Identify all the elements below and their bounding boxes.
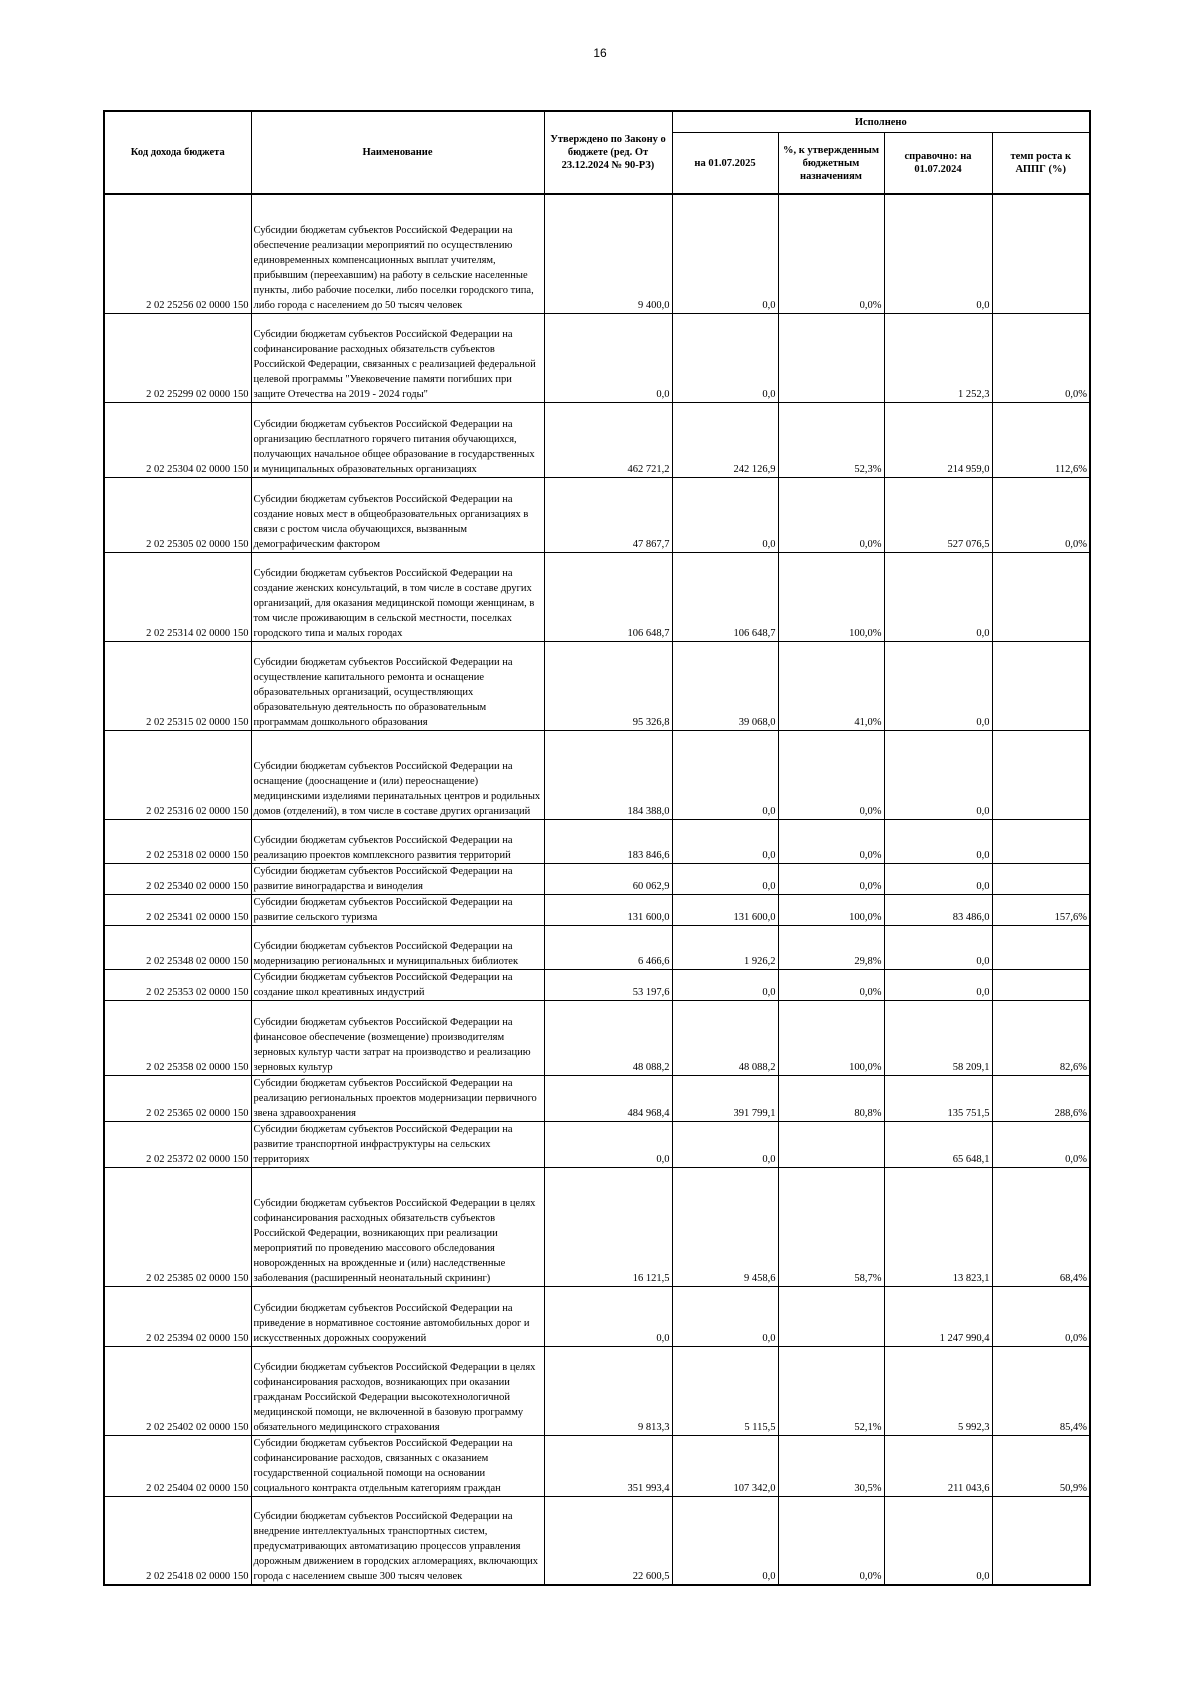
row-percent: 29,8%	[778, 925, 884, 969]
row-executed: 0,0	[672, 730, 778, 819]
row-approved: 0,0	[544, 1121, 672, 1167]
table-row	[104, 1496, 1090, 1585]
row-name: Субсидии бюджетам субъектов Российской Федерации на развитие виноградарства и виноделия	[251, 863, 544, 894]
row-reference: 0,0	[884, 819, 992, 863]
row-code: 2 02 25340 02 0000 150	[104, 863, 251, 894]
row-growth: 112,6%	[992, 402, 1090, 477]
row-approved: 484 968,4	[544, 1075, 672, 1121]
row-executed: 0,0	[672, 1286, 778, 1346]
row-growth	[992, 819, 1090, 863]
row-reference: 0,0	[884, 641, 992, 730]
table-row	[104, 477, 1090, 552]
header-percent: %, к утвержденным бюджетным назначениям	[778, 133, 884, 195]
table-row	[104, 1286, 1090, 1346]
row-percent: 100,0%	[778, 894, 884, 925]
header-code: Код дохода бюджета	[104, 111, 251, 194]
row-reference: 0,0	[884, 1496, 992, 1585]
row-code: 2 02 25256 02 0000 150	[104, 194, 251, 313]
table-row	[104, 1000, 1090, 1075]
row-executed: 0,0	[672, 477, 778, 552]
header-approved: Утверждено по Закону о бюджете (ред. От 23.12.2024 № 90-РЗ)	[544, 111, 672, 194]
row-name: Субсидии бюджетам субъектов Российской Федерации на софинансирование расходов, связанных с оказанием государственной социальной помощи на основании социального контракта отдельным категориям граждан	[251, 1435, 544, 1496]
row-growth	[992, 194, 1090, 313]
table-row	[104, 1121, 1090, 1167]
row-code: 2 02 25318 02 0000 150	[104, 819, 251, 863]
table-row	[104, 402, 1090, 477]
row-name: Субсидии бюджетам субъектов Российской Федерации на внедрение интеллектуальных транспортных систем, предусматривающих автоматизацию процессов управления дорожным движением в городских агломерациях, включающих города с населением свыше 300 тысяч человек	[251, 1496, 544, 1585]
header-growth: темп роста к АППГ (%)	[992, 133, 1090, 195]
row-executed: 242 126,9	[672, 402, 778, 477]
row-percent: 52,3%	[778, 402, 884, 477]
row-code: 2 02 25305 02 0000 150	[104, 477, 251, 552]
row-approved: 16 121,5	[544, 1167, 672, 1286]
row-code: 2 02 25304 02 0000 150	[104, 402, 251, 477]
row-name: Субсидии бюджетам субъектов Российской Федерации на организацию бесплатного горячего питания обучающихся, получающих начальное общее образование в государственных и муниципальных образовательных организациях	[251, 402, 544, 477]
row-growth: 288,6%	[992, 1075, 1090, 1121]
row-code: 2 02 25385 02 0000 150	[104, 1167, 251, 1286]
row-percent: 0,0%	[778, 194, 884, 313]
row-growth: 68,4%	[992, 1167, 1090, 1286]
row-reference: 0,0	[884, 552, 992, 641]
row-code: 2 02 25348 02 0000 150	[104, 925, 251, 969]
row-reference: 0,0	[884, 969, 992, 1000]
row-executed: 391 799,1	[672, 1075, 778, 1121]
row-code: 2 02 25299 02 0000 150	[104, 313, 251, 402]
row-name: Субсидии бюджетам субъектов Российской Федерации на реализацию проектов комплексного развития территорий	[251, 819, 544, 863]
row-growth: 0,0%	[992, 1286, 1090, 1346]
row-growth: 82,6%	[992, 1000, 1090, 1075]
row-name: Субсидии бюджетам субъектов Российской Федерации на создание школ креативных индустрий	[251, 969, 544, 1000]
row-name: Субсидии бюджетам субъектов Российской Федерации в целях софинансирования расходов, возникающих при оказании гражданам Российской Федерации высокотехнологичной медицинской помощи, не включенной в базовую программу обязательного медицинского страхования	[251, 1346, 544, 1435]
row-approved: 60 062,9	[544, 863, 672, 894]
row-name: Субсидии бюджетам субъектов Российской Федерации на обеспечение реализации мероприятий по осуществлению единовременных компенсационных выплат учителям, прибывшим (переехавшим) на работу в сельские населенные пункты, либо рабочие поселки, либо поселки городского типа, либо города с населением до 50 тысяч человек	[251, 194, 544, 313]
row-growth: 157,6%	[992, 894, 1090, 925]
row-executed: 131 600,0	[672, 894, 778, 925]
row-growth	[992, 1496, 1090, 1585]
row-executed: 0,0	[672, 194, 778, 313]
row-growth	[992, 925, 1090, 969]
row-name: Субсидии бюджетам субъектов Российской Федерации в целях софинансирования расходных обязательств субъектов Российской Федерации, возникающих при реализации мероприятий по проведению массового обследования новорожденных на врожденные и (или) наследственные заболевания (расширенный неонатальный скрининг)	[251, 1167, 544, 1286]
row-reference: 13 823,1	[884, 1167, 992, 1286]
row-name: Субсидии бюджетам субъектов Российской Федерации на софинансирование расходных обязательств субъектов Российской Федерации, связанных с реализацией федеральной целевой программы "Увековечение памяти погибших при защите Отечества на 2019 - 2024 годы"	[251, 313, 544, 402]
row-percent: 0,0%	[778, 969, 884, 1000]
row-reference: 83 486,0	[884, 894, 992, 925]
table-row	[104, 1075, 1090, 1121]
row-percent: 0,0%	[778, 863, 884, 894]
row-growth	[992, 730, 1090, 819]
row-executed: 1 926,2	[672, 925, 778, 969]
row-percent: 41,0%	[778, 641, 884, 730]
table-header	[104, 111, 1090, 194]
row-percent	[778, 313, 884, 402]
row-reference: 0,0	[884, 194, 992, 313]
row-reference: 0,0	[884, 925, 992, 969]
row-executed: 48 088,2	[672, 1000, 778, 1075]
row-code: 2 02 25402 02 0000 150	[104, 1346, 251, 1435]
table-row	[104, 641, 1090, 730]
table-row	[104, 925, 1090, 969]
row-name: Субсидии бюджетам субъектов Российской Федерации на модернизацию региональных и муниципальных библиотек	[251, 925, 544, 969]
row-name: Субсидии бюджетам субъектов Российской Федерации на оснащение (дооснащение и (или) переоснащение) медицинскими изделиями перинатальных центров и родильных домов (отделений), в том числе в составе других организаций	[251, 730, 544, 819]
row-growth	[992, 641, 1090, 730]
header-name: Наименование	[251, 111, 544, 194]
table-body	[104, 194, 1090, 1585]
row-growth	[992, 863, 1090, 894]
header-on-date: на 01.07.2025	[672, 133, 778, 195]
row-percent: 100,0%	[778, 552, 884, 641]
row-reference: 65 648,1	[884, 1121, 992, 1167]
header-executed: Исполнено	[672, 111, 1090, 133]
row-percent: 100,0%	[778, 1000, 884, 1075]
row-name: Субсидии бюджетам субъектов Российской Федерации на финансовое обеспечение (возмещение) производителям зерновых культур части затрат на производство и реализацию зерновых культур	[251, 1000, 544, 1075]
table-row	[104, 552, 1090, 641]
row-code: 2 02 25314 02 0000 150	[104, 552, 251, 641]
table-row	[104, 194, 1090, 313]
table-row	[104, 863, 1090, 894]
table-row	[104, 730, 1090, 819]
row-executed: 0,0	[672, 863, 778, 894]
row-reference: 58 209,1	[884, 1000, 992, 1075]
row-code: 2 02 25316 02 0000 150	[104, 730, 251, 819]
row-approved: 183 846,6	[544, 819, 672, 863]
row-executed: 0,0	[672, 1121, 778, 1167]
row-name: Субсидии бюджетам субъектов Российской Федерации на создание женских консультаций, в том числе в составе других организаций, для оказания медицинской помощи женщинам, в том числе проживающим в сельской местности, поселках городского типа и малых городах	[251, 552, 544, 641]
row-growth: 0,0%	[992, 313, 1090, 402]
row-reference: 135 751,5	[884, 1075, 992, 1121]
row-name: Субсидии бюджетам субъектов Российской Федерации на приведение в нормативное состояние автомобильных дорог и искусственных дорожных сооружений	[251, 1286, 544, 1346]
row-code: 2 02 25418 02 0000 150	[104, 1496, 251, 1585]
row-approved: 6 466,6	[544, 925, 672, 969]
row-percent	[778, 1121, 884, 1167]
row-code: 2 02 25358 02 0000 150	[104, 1000, 251, 1075]
header-reference: справочно: на 01.07.2024	[884, 133, 992, 195]
row-code: 2 02 25404 02 0000 150	[104, 1435, 251, 1496]
row-executed: 0,0	[672, 969, 778, 1000]
row-growth: 0,0%	[992, 477, 1090, 552]
row-executed: 9 458,6	[672, 1167, 778, 1286]
row-percent: 52,1%	[778, 1346, 884, 1435]
row-code: 2 02 25365 02 0000 150	[104, 1075, 251, 1121]
row-approved: 462 721,2	[544, 402, 672, 477]
row-name: Субсидии бюджетам субъектов Российской Федерации на создание новых мест в общеобразовательных организациях в связи с ростом числа обучающихся, вызванным демографическим фактором	[251, 477, 544, 552]
row-percent: 80,8%	[778, 1075, 884, 1121]
row-code: 2 02 25353 02 0000 150	[104, 969, 251, 1000]
row-approved: 53 197,6	[544, 969, 672, 1000]
row-approved: 184 388,0	[544, 730, 672, 819]
row-executed: 0,0	[672, 313, 778, 402]
row-growth: 0,0%	[992, 1121, 1090, 1167]
row-approved: 351 993,4	[544, 1435, 672, 1496]
row-percent	[778, 1286, 884, 1346]
row-name: Субсидии бюджетам субъектов Российской Федерации на развитие сельского туризма	[251, 894, 544, 925]
row-approved: 0,0	[544, 1286, 672, 1346]
row-name: Субсидии бюджетам субъектов Российской Федерации на осуществление капитального ремонта и оснащение образовательных организаций, осуществляющих образовательную деятельность по образовательным программам дошкольного образования	[251, 641, 544, 730]
row-approved: 22 600,5	[544, 1496, 672, 1585]
row-percent: 30,5%	[778, 1435, 884, 1496]
row-growth	[992, 552, 1090, 641]
row-percent: 0,0%	[778, 1496, 884, 1585]
table-row	[104, 819, 1090, 863]
row-growth: 85,4%	[992, 1346, 1090, 1435]
row-executed: 106 648,7	[672, 552, 778, 641]
row-reference: 527 076,5	[884, 477, 992, 552]
row-percent: 58,7%	[778, 1167, 884, 1286]
row-approved: 106 648,7	[544, 552, 672, 641]
row-name: Субсидии бюджетам субъектов Российской Федерации на реализацию региональных проектов модернизации первичного звена здравоохранения	[251, 1075, 544, 1121]
row-reference: 1 247 990,4	[884, 1286, 992, 1346]
row-executed: 0,0	[672, 1496, 778, 1585]
budget-table	[103, 110, 1091, 1586]
row-approved: 9 813,3	[544, 1346, 672, 1435]
row-name: Субсидии бюджетам субъектов Российской Федерации на развитие транспортной инфраструктуры на сельских территориях	[251, 1121, 544, 1167]
row-code: 2 02 25315 02 0000 150	[104, 641, 251, 730]
table-row	[104, 1167, 1090, 1286]
row-executed: 107 342,0	[672, 1435, 778, 1496]
row-reference: 0,0	[884, 730, 992, 819]
row-approved: 131 600,0	[544, 894, 672, 925]
table-row	[104, 894, 1090, 925]
row-executed: 5 115,5	[672, 1346, 778, 1435]
page-number: 16	[593, 46, 607, 60]
row-reference: 5 992,3	[884, 1346, 992, 1435]
row-reference: 0,0	[884, 863, 992, 894]
table-row	[104, 1346, 1090, 1435]
row-code: 2 02 25394 02 0000 150	[104, 1286, 251, 1346]
row-approved: 48 088,2	[544, 1000, 672, 1075]
row-percent: 0,0%	[778, 477, 884, 552]
table-row	[104, 1435, 1090, 1496]
row-percent: 0,0%	[778, 819, 884, 863]
row-reference: 1 252,3	[884, 313, 992, 402]
row-reference: 214 959,0	[884, 402, 992, 477]
row-reference: 211 043,6	[884, 1435, 992, 1496]
row-growth: 50,9%	[992, 1435, 1090, 1496]
row-executed: 0,0	[672, 819, 778, 863]
row-approved: 95 326,8	[544, 641, 672, 730]
row-percent: 0,0%	[778, 730, 884, 819]
row-approved: 0,0	[544, 313, 672, 402]
row-executed: 39 068,0	[672, 641, 778, 730]
row-growth	[992, 969, 1090, 1000]
row-code: 2 02 25372 02 0000 150	[104, 1121, 251, 1167]
table-row	[104, 969, 1090, 1000]
row-code: 2 02 25341 02 0000 150	[104, 894, 251, 925]
table-row	[104, 313, 1090, 402]
row-approved: 47 867,7	[544, 477, 672, 552]
row-approved: 9 400,0	[544, 194, 672, 313]
